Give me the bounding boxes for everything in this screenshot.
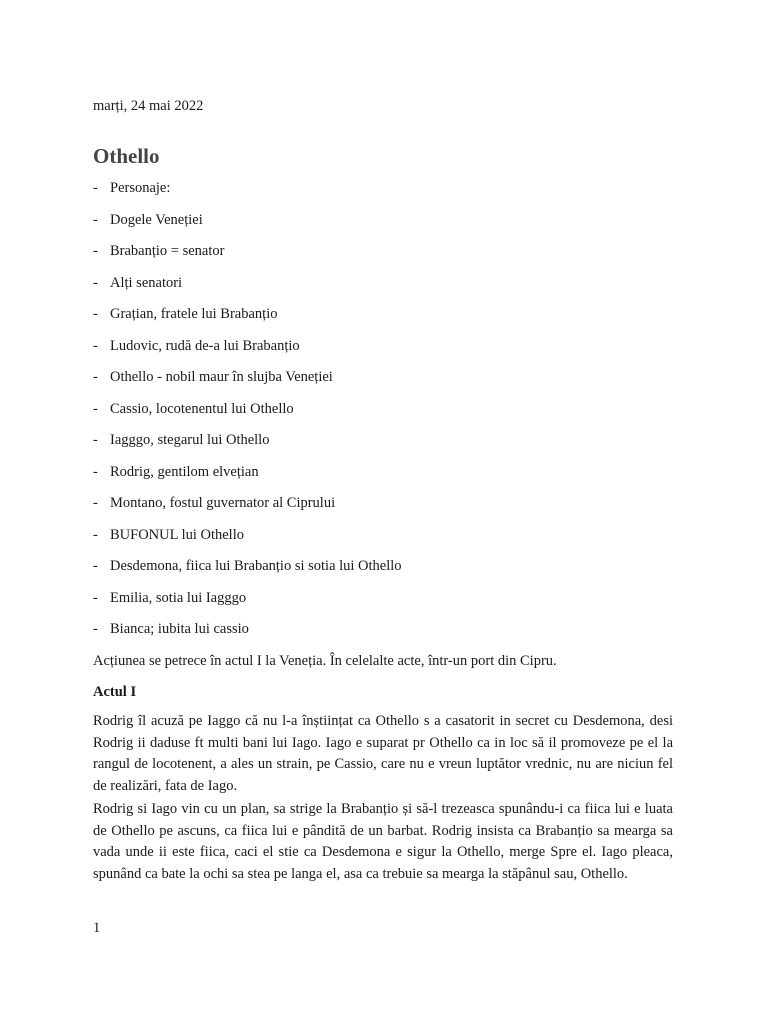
list-marker: - <box>93 495 98 511</box>
list-item-text: Alți senatori <box>110 274 183 291</box>
list-marker: - <box>93 306 98 322</box>
list-marker: - <box>93 211 98 228</box>
list-marker: - <box>93 589 98 606</box>
list-item <box>93 305 402 337</box>
list-item-text: BUFONUL lui Othello <box>110 526 244 543</box>
list-item <box>93 274 402 306</box>
list-marker: - <box>93 621 98 637</box>
list-marker: - <box>93 526 98 543</box>
document-page <box>93 0 673 1024</box>
list-marker: - <box>93 558 98 574</box>
list-item <box>93 557 402 589</box>
list-item <box>93 400 402 432</box>
list-item-text: Personaje: <box>110 180 171 196</box>
list-item <box>93 368 402 400</box>
page-number: 1 <box>93 920 101 936</box>
list-marker: - <box>93 463 98 480</box>
document-title: Othello <box>93 144 160 168</box>
section-heading: Actul I <box>93 684 137 700</box>
list-item <box>93 526 402 558</box>
list-item-text: Montano, fostul guvernator al Ciprului <box>110 495 336 511</box>
character-list <box>93 179 402 652</box>
list-item <box>93 589 402 621</box>
list-marker: - <box>93 369 98 385</box>
body-paragraph-1: Rodrig îl acuză pe Iaggo că nu l-a înștiințat ca Othello s a casatorit in secret cu Desdemona, desi Rodrig ii daduse ft multi bani lui Iago. Iago e suparat pr Othello ca in loc să il promoveze pe el la rangul de locotenent, a ales un strain, pe Cassio, care nu e vreun luptător vrednic, nu are niciun fel de realizări, fata de Iago. <box>93 713 673 794</box>
list-marker: - <box>93 400 98 417</box>
list-item-text: Iagggo, stegarul lui Othello <box>110 432 270 448</box>
list-item <box>93 337 402 369</box>
document-date: marți, 24 mai 2022 <box>93 98 204 114</box>
list-item-text: Desdemona, fiica lui Brabanțio si sotia lui Othello <box>110 558 402 574</box>
list-item <box>93 620 402 652</box>
list-marker: - <box>93 432 98 448</box>
list-item <box>93 463 402 495</box>
list-item <box>93 242 402 274</box>
list-marker: - <box>93 243 98 259</box>
list-item <box>93 494 402 526</box>
list-item-text: Brabanțio = senator <box>110 243 225 259</box>
list-marker: - <box>93 274 98 291</box>
list-item-text: Rodrig, gentilom elvețian <box>110 463 259 480</box>
body-paragraph-2: Rodrig si Iago vin cu un plan, sa strige la Brabanțio și să-l trezeasca spunându-i ca fiica lui e luata de Othello pe ascuns, ca fiica lui e pândită de un barbat. Rodrig insista ca Brabanțio sa mearga sa vada unde ii este fiica, caci el stie ca Desdemona e sigur la Othello, merge Spre el. Iago pleaca, spunând ca bate la ochi sa stea pe langa el, asa ca trebuie sa mearga la stăpânul sau, Othello. <box>93 801 673 882</box>
list-item-text: Dogele Veneției <box>110 211 203 228</box>
list-item <box>93 211 402 243</box>
list-marker: - <box>93 180 98 196</box>
list-item-text: Bianca; iubita lui cassio <box>110 621 249 637</box>
list-item-text: Othello - nobil maur în slujba Veneției <box>110 369 333 385</box>
list-item-text: Ludovic, rudă de-a lui Brabanțio <box>110 337 300 354</box>
list-item-text: Emilia, sotia lui Iagggo <box>110 589 247 606</box>
intro-paragraph: Acțiunea se petrece în actul I la Veneția. În celelalte acte, într-un port din Cipru. <box>93 653 557 669</box>
list-marker: - <box>93 337 98 354</box>
list-item-text: Cassio, locotenentul lui Othello <box>110 400 294 417</box>
list-item-text: Grațian, fratele lui Brabanțio <box>110 306 278 322</box>
list-item <box>93 179 402 211</box>
list-item <box>93 431 402 463</box>
